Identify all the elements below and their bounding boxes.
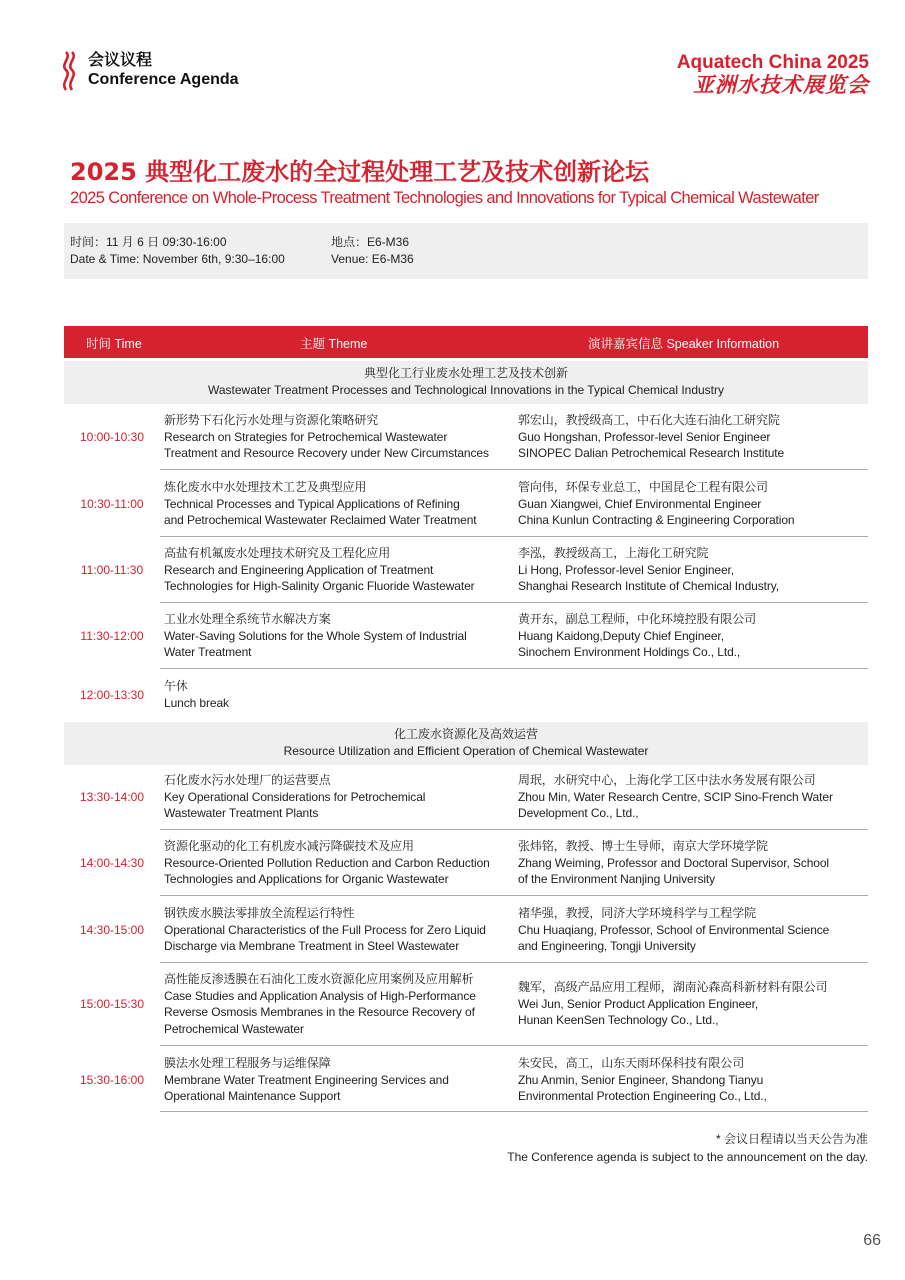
theme-zh: 资源化驱动的化工有机废水减污降碳技术及应用	[164, 839, 414, 853]
conference-title-en: 2025 Conference on Whole-Process Treatment Technologies and Innovations for Typical Chemical Wastewater	[70, 189, 819, 207]
session-title-zh: 典型化工行业废水处理工艺及技术创新	[363, 366, 568, 380]
speaker-zh: 张炜铭，教授、博士生导师，南京大学环境学院	[518, 839, 768, 853]
speaker-en: Huang Kaidong,Deputy Chief Engineer,	[518, 628, 724, 643]
header-time: 时间 Time	[86, 337, 142, 351]
row-theme	[164, 479, 508, 529]
row-theme	[164, 905, 508, 955]
theme-en: Wastewater Treatment Plants	[164, 806, 319, 820]
row-divider	[160, 536, 868, 537]
speaker-en: Zhang Weiming, Professor and Doctoral Supervisor, School	[518, 855, 830, 870]
speaker-en: of the Environment Nanjing University	[518, 872, 716, 886]
theme-en: Resource-Oriented Pollution Reduction and Carbon Reduction	[164, 855, 490, 870]
time-en: Date & Time: November 6th, 9:30–16:00	[70, 252, 285, 266]
speaker-en: Wei Jun, Senior Product Application Engineer,	[518, 996, 759, 1011]
row-time: 13:30-14:00	[79, 790, 145, 804]
row-speaker	[518, 545, 868, 595]
speaker-zh: 管向伟，环保专业总工，中国昆仑工程有限公司	[518, 480, 768, 494]
row-speaker	[518, 611, 868, 661]
time-zh: 时间：11 月 6 日 09:30-16:00	[70, 235, 227, 249]
row-speaker	[518, 838, 868, 888]
section-title-en: Conference Agenda	[88, 71, 239, 88]
speaker-en: Zhou Min, Water Research Centre, SCIP Sino-French Water	[518, 789, 833, 804]
row-divider	[160, 602, 868, 603]
row-divider	[160, 962, 868, 963]
speaker-zh: 李泓，教授级高工，上海化工研究院	[518, 546, 709, 560]
speaker-en: Guan Xiangwei, Chief Environmental Engineer	[518, 496, 762, 511]
section-header	[62, 50, 239, 96]
theme-en: Water-Saving Solutions for the Whole System of Industrial	[164, 628, 467, 643]
speaker-en: Chu Huaqiang, Professor, School of Environmental Science	[518, 922, 830, 937]
speaker-en: Development Co., Ltd.,	[518, 806, 639, 820]
row-time: 11:30-12:00	[80, 629, 144, 643]
theme-en: Technologies for High-Salinity Organic Fluoride Wastewater	[164, 579, 475, 593]
speaker-en: Li Hong, Professor-level Senior Engineer,	[518, 562, 735, 577]
row-theme	[164, 772, 508, 822]
theme-zh: 高性能反渗透膜在石油化工废水资源化应用案例及应用解析	[164, 972, 474, 986]
theme-zh: 午休	[164, 679, 188, 693]
theme-zh: 膜法水处理工程服务与运维保障	[164, 1056, 331, 1070]
wave-logo-icon	[62, 50, 78, 92]
brand-logo	[677, 52, 869, 96]
header-theme: 主题 Theme	[300, 337, 368, 351]
brand-name-zh: 亚洲水技术展览会	[693, 73, 869, 97]
session-header	[64, 722, 868, 765]
row-speaker	[518, 1055, 868, 1105]
agenda-footnote	[507, 1130, 868, 1166]
speaker-en: Shanghai Research Institute of Chemical Industry,	[518, 579, 780, 593]
row-theme	[164, 545, 508, 595]
theme-en: Discharge via Membrane Treatment in Steel Wastewater	[164, 939, 460, 953]
theme-zh: 石化废水污水处理厂的运营要点	[164, 773, 331, 787]
session-title-zh: 化工废水资源化及高效运营	[393, 727, 538, 741]
row-time: 11:00-11:30	[80, 563, 144, 577]
row-divider	[160, 1045, 868, 1046]
theme-en: Key Operational Considerations for Petrochemical	[164, 789, 426, 804]
header-speaker: 演讲嘉宾信息 Speaker Information	[588, 337, 780, 351]
row-theme	[164, 838, 508, 888]
session-title-en: Resource Utilization and Efficient Operation of Chemical Wastewater	[283, 744, 649, 758]
speaker-en: Hunan KeenSen Technology Co., Ltd.,	[518, 1013, 719, 1027]
theme-en: and Petrochemical Wastewater Reclaimed Water Treatment	[164, 513, 477, 527]
row-divider	[160, 895, 868, 896]
theme-en: Research and Engineering Application of Treatment	[164, 562, 434, 577]
session-title-en: Wastewater Treatment Processes and Technological Innovations in the Typical Chemical Industry	[207, 383, 725, 397]
row-time: 10:30-11:00	[80, 497, 144, 511]
row-time: 15:30-16:00	[79, 1073, 145, 1087]
theme-en: Operational Characteristics of the Full Process for Zero Liquid	[164, 922, 486, 937]
row-speaker	[518, 412, 868, 462]
theme-en: Research on Strategies for Petrochemical Wastewater	[164, 429, 448, 444]
row-theme	[164, 1055, 508, 1105]
theme-zh: 高盐有机氟废水处理技术研究及工程化应用	[164, 546, 391, 560]
row-speaker	[518, 479, 868, 529]
speaker-zh: 周珉，水研究中心，上海化学工区中法水务发展有限公司	[518, 773, 816, 787]
page-number: 66	[863, 1232, 881, 1249]
row-theme	[164, 971, 508, 1037]
theme-en: Case Studies and Application Analysis of High-Performance	[164, 988, 476, 1003]
row-time: 14:30-15:00	[79, 923, 145, 937]
venue-en: Venue: E6-M36	[331, 252, 414, 266]
theme-en: Technologies and Applications for Organic Wastewater	[164, 872, 449, 886]
row-speaker	[518, 772, 868, 822]
theme-zh: 钢铁废水膜法零排放全流程运行特性	[164, 906, 355, 920]
theme-en: Water Treatment	[164, 645, 252, 659]
row-time: 10:00-10:30	[79, 430, 145, 444]
row-divider	[160, 469, 868, 470]
theme-en: Petrochemical Wastewater	[164, 1021, 304, 1036]
speaker-zh: 朱安民，高工，山东天雨环保科技有限公司	[518, 1056, 745, 1070]
venue-info	[331, 234, 414, 268]
theme-zh: 工业水处理全系统节水解决方案	[164, 612, 331, 626]
speaker-zh: 褚华强，教授，同济大学环境科学与工程学院	[518, 906, 757, 920]
theme-en: Technical Processes and Typical Applications of Refining	[164, 496, 460, 511]
speaker-en: Guo Hongshan, Professor-level Senior Engineer	[518, 429, 771, 444]
theme-en: Treatment and Resource Recovery under New Circumstances	[164, 446, 489, 460]
brand-name-en: Aquatech China 2025	[676, 52, 869, 73]
row-divider	[160, 668, 868, 669]
speaker-zh: 黄开东，副总工程师，中化环境控股有限公司	[518, 612, 757, 626]
theme-zh: 新形势下石化污水处理与资源化策略研究	[164, 413, 379, 427]
row-theme	[164, 412, 508, 462]
section-title-zh: 会议议程	[88, 50, 153, 69]
row-divider	[160, 1111, 868, 1112]
row-time: 12:00-13:30	[79, 688, 145, 702]
speaker-en: and Engineering, Tongji University	[518, 939, 696, 953]
session-header	[64, 361, 868, 404]
theme-en: Reverse Osmosis Membranes in the Resource Recovery of	[164, 1005, 475, 1019]
row-time: 14:00-14:30	[79, 856, 145, 870]
row-theme	[164, 678, 508, 711]
theme-zh: 炼化废水中水处理技术工艺及典型应用	[164, 480, 367, 494]
row-speaker	[518, 979, 868, 1029]
date-time-info	[70, 234, 285, 268]
theme-en: Membrane Water Treatment Engineering Services and	[164, 1072, 449, 1087]
conference-title-zh: 2025 典型化工废水的全过程处理工艺及技术创新论坛	[70, 158, 650, 186]
theme-en: Operational Maintenance Support	[164, 1089, 341, 1103]
footnote-en: The Conference agenda is subject to the announcement on the day.	[507, 1150, 868, 1164]
speaker-zh: 郭宏山，教授级高工，中石化大连石油化工研究院	[518, 413, 780, 427]
speaker-en: Sinochem Environment Holdings Co., Ltd.,	[518, 645, 741, 659]
footnote-zh: * 会议日程请以当天公告为准	[715, 1132, 868, 1146]
speaker-en: China Kunlun Contracting & Engineering Corporation	[518, 513, 795, 527]
speaker-en: Environmental Protection Engineering Co., Ltd.,	[518, 1089, 767, 1103]
speaker-zh: 魏军，高级产品应用工程师，湖南沁森高科新材料有限公司	[518, 980, 828, 994]
agenda-table-header	[64, 326, 868, 358]
row-speaker	[518, 905, 868, 955]
row-divider	[160, 829, 868, 830]
row-time: 15:00-15:30	[79, 997, 145, 1011]
row-theme	[164, 611, 508, 661]
theme-en: Lunch break	[164, 695, 229, 710]
speaker-en: SINOPEC Dalian Petrochemical Research Institute	[518, 446, 785, 460]
speaker-en: Zhu Anmin, Senior Engineer, Shandong Tianyu	[518, 1072, 764, 1087]
venue-zh: 地点：E6-M36	[331, 235, 410, 249]
